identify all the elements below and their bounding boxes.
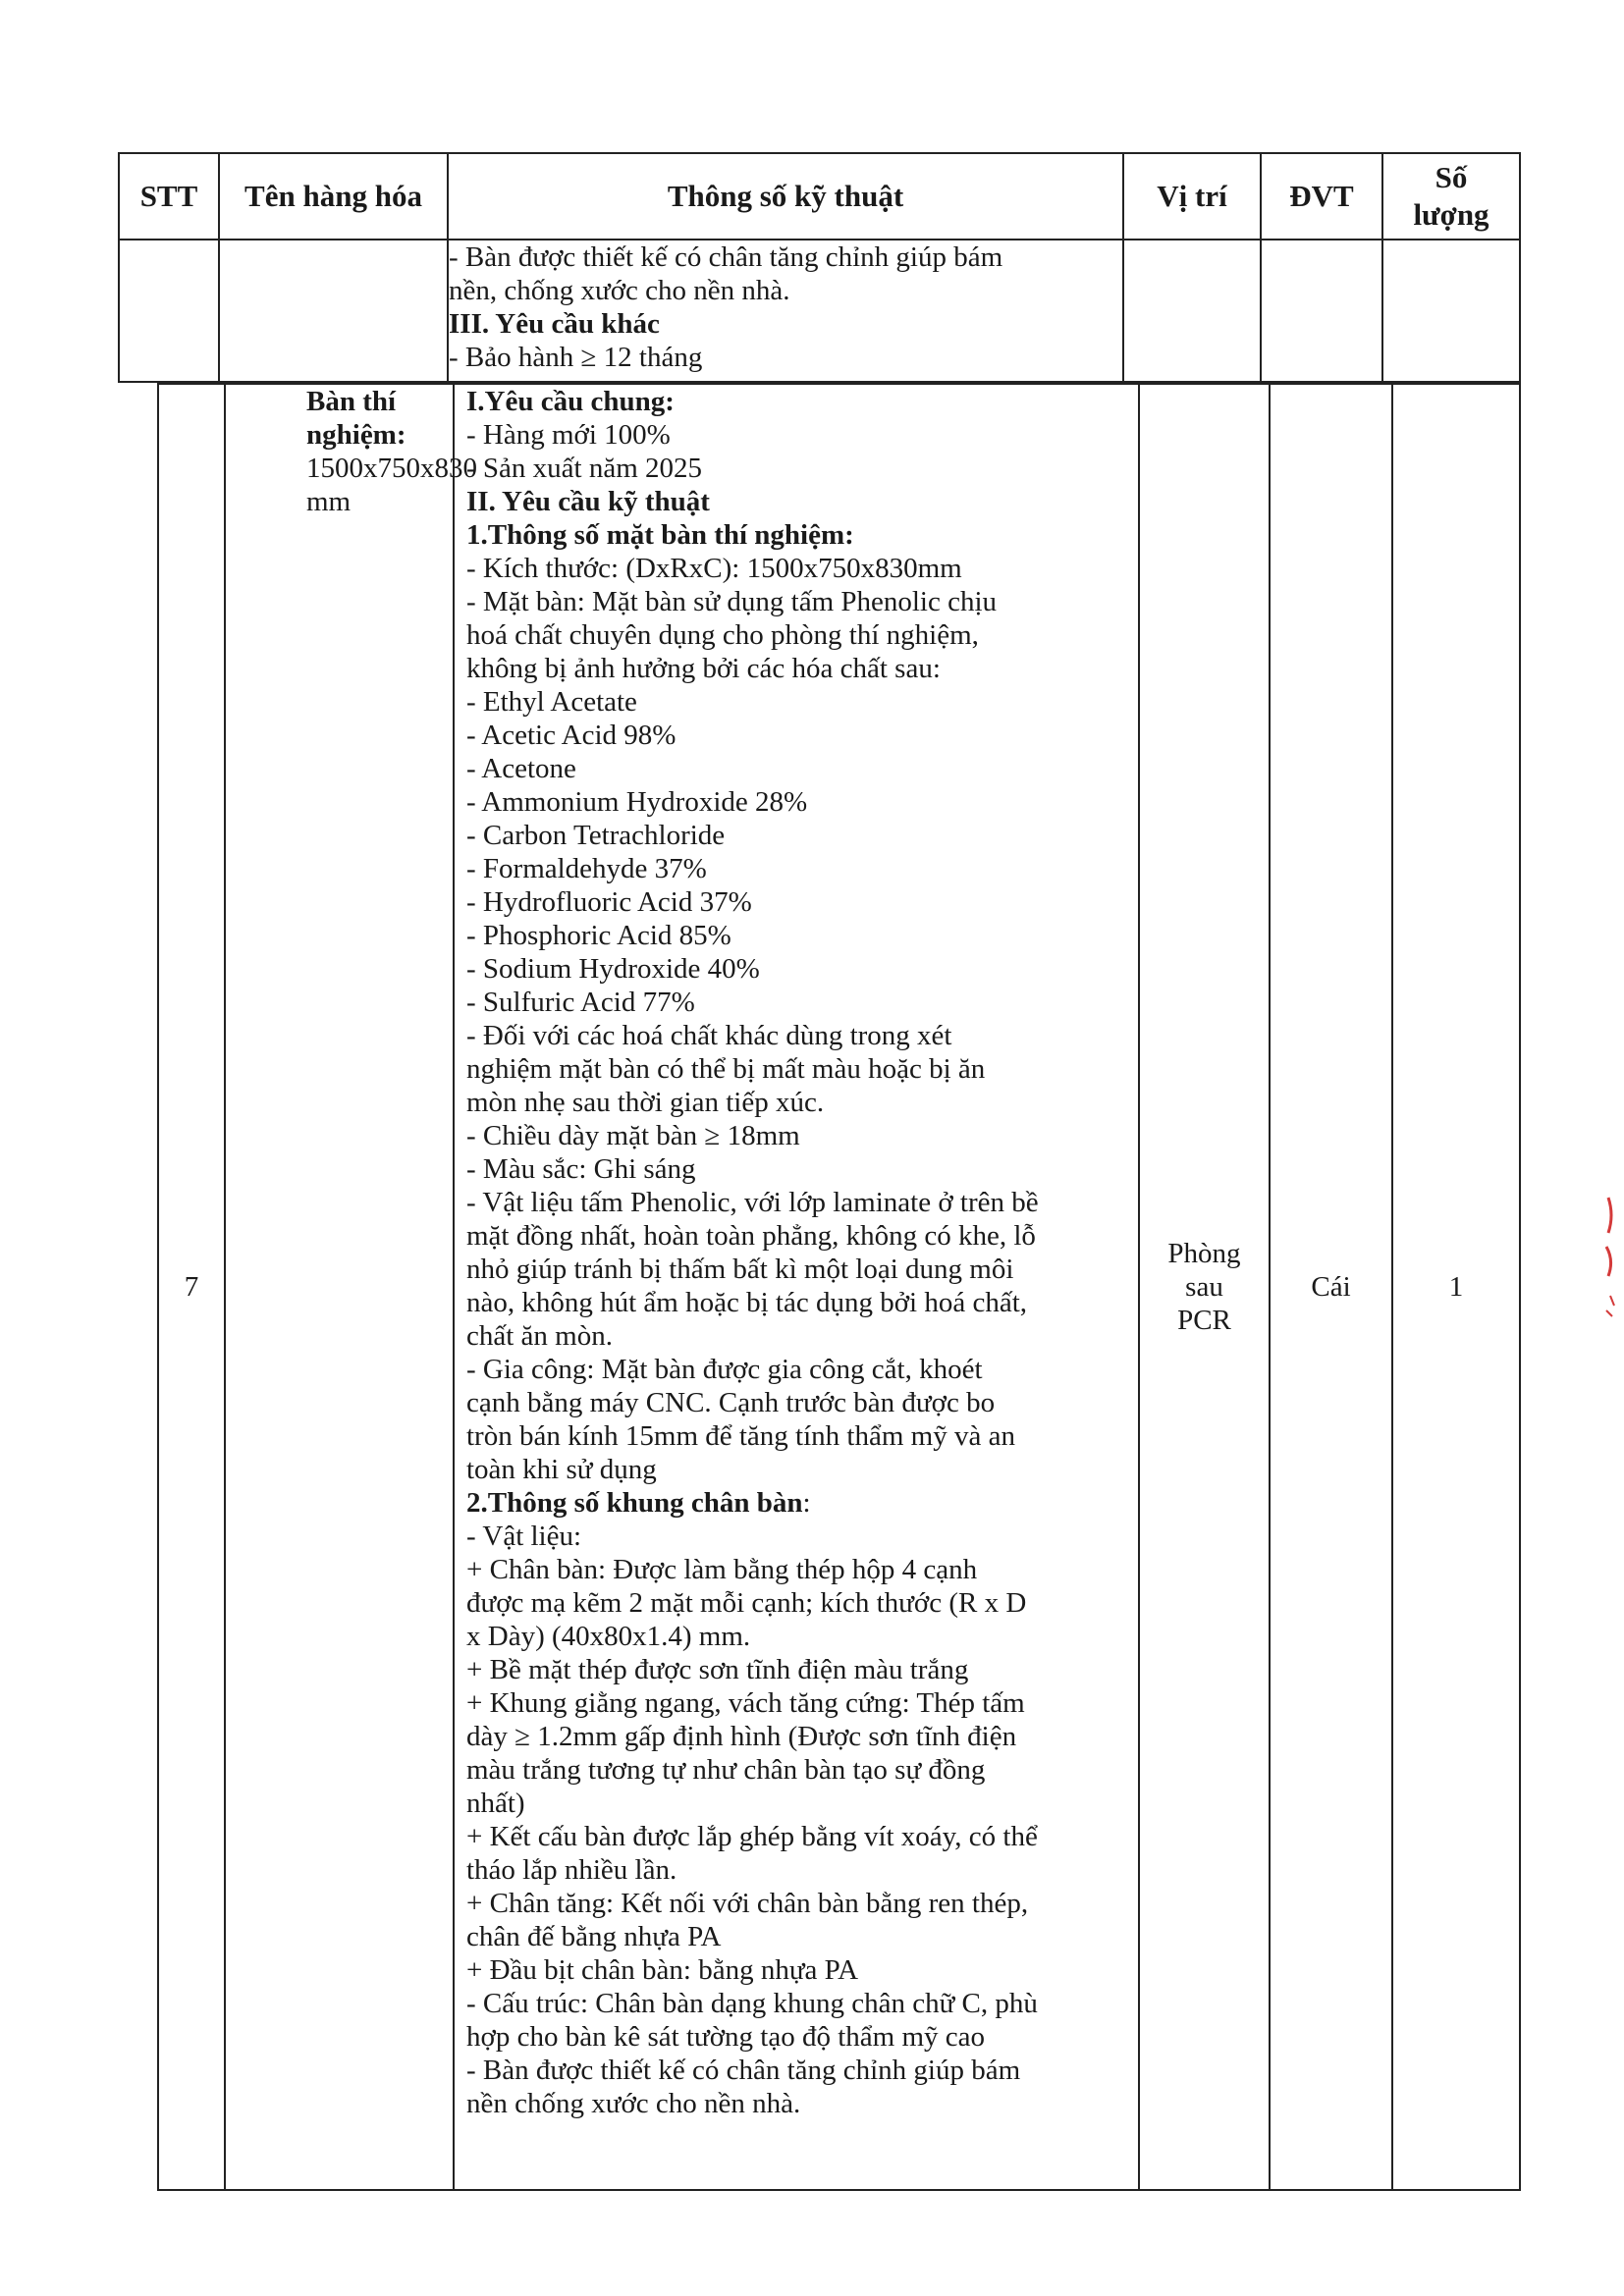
spec-line: - Bàn được thiết kế có chân tăng chỉnh giúp bám <box>466 2055 1021 2086</box>
spec-line: + Đầu bịt chân bàn: bằng nhựa PA <box>466 1954 859 1986</box>
table-row-item7 <box>158 384 1520 2190</box>
header-unit: ĐVT <box>1261 153 1382 240</box>
spec-line: x Dày) (40x80x1.4) mm. <box>466 1621 751 1652</box>
stamp-edge-mark <box>1595 1178 1624 1335</box>
item7-size: 1500x750x830 <box>306 453 477 484</box>
table-header-row <box>119 153 1520 240</box>
spec-line: + Chân tăng: Kết nối với chân bàn bằng ren thép, <box>466 1888 1029 1919</box>
spec-line: không bị ảnh hưởng bởi các hóa chất sau: <box>466 653 941 684</box>
spec-line: - Sản xuất năm 2025 <box>466 453 703 484</box>
continued-spec-cell <box>448 240 1123 382</box>
header-quantity-line2: lượng <box>1413 197 1489 232</box>
spec-line: nghiệm mặt bàn có thể bị mất màu hoặc bị ăn <box>466 1053 986 1085</box>
chemical-line: - Sulfuric Acid 77% <box>466 987 695 1018</box>
spec-heading: 2.Thông số khung chân bàn <box>466 1487 803 1519</box>
spec-table-item7 <box>157 383 1521 2191</box>
spec-line: - Màu sắc: Ghi sáng <box>466 1153 696 1185</box>
spec-line: - Đối với các hoá chất khác dùng trong xét <box>466 1020 952 1051</box>
spec-line: nhỏ giúp tránh bị thấm bất kì một loại dung môi <box>466 1254 1014 1285</box>
spec-line: nào, không hút ẩm hoặc bị tác dụng bởi hoá chất, <box>466 1287 1028 1318</box>
spec-line: - Kích thước: (DxRxC): 1500x750x830mm <box>466 553 962 584</box>
item7-size-unit: mm <box>306 486 352 517</box>
spec-heading: I.Yêu cầu chung: <box>466 386 675 417</box>
spec-line: tròn bán kính 15mm để tăng tính thẩm mỹ và an <box>466 1420 1015 1452</box>
item7-quantity: 1 <box>1392 384 1520 2190</box>
item7-spec-cell <box>454 384 1139 2190</box>
item7-name: nghiệm: <box>306 419 406 451</box>
spec-heading-frame <box>466 1486 1138 1520</box>
spec-heading-colon: : <box>802 1487 811 1519</box>
chemical-line: - Ethyl Acetate <box>466 686 637 718</box>
item7-location-cell <box>1139 384 1270 2190</box>
spec-line: mặt đồng nhất, hoàn toàn phẳng, không có khe, lỗ <box>466 1220 1036 1252</box>
spec-line: nền chống xước cho nền nhà. <box>466 2088 801 2119</box>
spec-line: + Chân bàn: Được làm bằng thép hộp 4 cạnh <box>466 1554 978 1585</box>
spec-line: - Vật liệu tấm Phenolic, với lớp laminate ở trên bề <box>466 1187 1039 1218</box>
spec-line: mòn nhẹ sau thời gian tiếp xúc. <box>466 1087 825 1118</box>
spec-line: + Kết cấu bàn được lắp ghép bằng vít xoáy, có thể <box>466 1821 1038 1852</box>
chemical-line: - Hydrofluoric Acid 37% <box>466 886 752 918</box>
chemical-line: - Formaldehyde 37% <box>466 853 707 884</box>
spec-line: - Vật liệu: <box>466 1521 582 1552</box>
spec-line: - Mặt bàn: Mặt bàn sử dụng tấm Phenolic chịu <box>466 586 998 617</box>
item7-unit: Cái <box>1270 384 1392 2190</box>
chemical-line: - Sodium Hydroxide 40% <box>466 953 760 985</box>
continued-line: - Bàn được thiết kế có chân tăng chỉnh giúp bám <box>449 241 1003 273</box>
spec-line: - Cấu trúc: Chân bàn dạng khung chân chữ C, phù <box>466 1988 1038 2019</box>
continued-line: nền, chống xước cho nền nhà. <box>449 275 790 306</box>
header-stt: STT <box>119 153 219 240</box>
item7-location: PCR <box>1177 1305 1231 1336</box>
spec-line: - Gia công: Mặt bàn được gia công cắt, khoét <box>466 1354 983 1385</box>
header-quantity <box>1382 153 1520 240</box>
spec-line: hoá chất chuyên dụng cho phòng thí nghiệm, <box>466 619 979 651</box>
spec-heading: II. Yêu cầu kỹ thuật <box>466 486 710 517</box>
chemical-line: - Acetone <box>466 753 576 784</box>
spec-line: chân đế bằng nhựa PA <box>466 1921 722 1952</box>
spec-line: màu trắng tương tự như chân bàn tạo sự đồng <box>466 1754 986 1786</box>
item7-stt: 7 <box>158 384 225 2190</box>
spec-line: - Chiều dày mặt bàn ≥ 18mm <box>466 1120 800 1151</box>
spec-line: nhất) <box>466 1788 525 1819</box>
item7-location: Phòng <box>1167 1238 1241 1269</box>
item7-location: sau <box>1185 1271 1223 1303</box>
spec-line: dày ≥ 1.2mm gấp định hình (Được sơn tĩnh điện <box>466 1721 1017 1752</box>
spec-line: toàn khi sử dụng <box>466 1454 657 1485</box>
warranty-line: - Bảo hành ≥ 12 tháng <box>449 342 703 373</box>
header-spec: Thông số kỹ thuật <box>448 153 1123 240</box>
spec-line: - Hàng mới 100% <box>466 419 671 451</box>
spec-table-top <box>118 152 1521 383</box>
section-heading-other: III. Yêu cầu khác <box>449 308 660 340</box>
spec-line: được mạ kẽm 2 mặt mỗi cạnh; kích thước (R x D <box>466 1587 1027 1619</box>
chemical-line: - Acetic Acid 98% <box>466 720 677 751</box>
chemical-line: - Phosphoric Acid 85% <box>466 920 731 951</box>
header-quantity-line1: Số <box>1435 160 1468 194</box>
item7-name: Bàn thí <box>306 386 397 417</box>
header-location: Vị trí <box>1123 153 1261 240</box>
header-name: Tên hàng hóa <box>219 153 448 240</box>
spec-line: cạnh bằng máy CNC. Cạnh trước bàn được bo <box>466 1387 996 1418</box>
spec-line: + Bề mặt thép được sơn tĩnh điện màu trắng <box>466 1654 969 1685</box>
spec-line: hợp cho bàn kê sát tường tạo độ thẩm mỹ cao <box>466 2021 985 2053</box>
spec-line: chất ăn mòn. <box>466 1320 613 1352</box>
chemical-line: - Ammonium Hydroxide 28% <box>466 786 808 818</box>
spec-line: tháo lắp nhiều lần. <box>466 1854 677 1886</box>
item7-name-cell <box>225 384 477 2190</box>
chemical-line: - Carbon Tetrachloride <box>466 820 726 851</box>
continued-row <box>119 240 1520 382</box>
spec-heading: 1.Thông số mặt bàn thí nghiệm: <box>466 519 854 551</box>
spec-line: + Khung giằng ngang, vách tăng cứng: Thép tấm <box>466 1687 1025 1719</box>
